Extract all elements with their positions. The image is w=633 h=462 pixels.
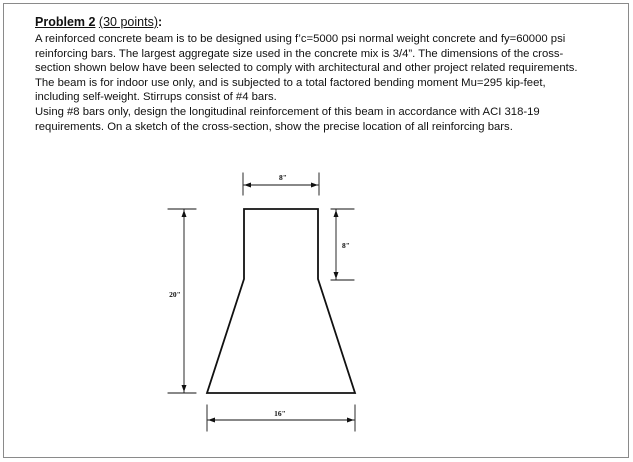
- problem-title: Problem 2: [35, 15, 96, 29]
- top-width-label: 8": [279, 173, 287, 182]
- beam-outline: [207, 209, 355, 393]
- statement-line: The beam is for indoor use only, and is subjected to a total factored bending moment Mu=295 kip-feet,: [35, 76, 546, 89]
- problem-points: (30 points): [98, 15, 158, 29]
- stem-depth-label: 8": [342, 241, 350, 250]
- problem-colon: :: [157, 15, 163, 29]
- statement-line: Using #8 bars only, design the longitudinal reinforcement of this beam in accordance with ACI 318-19: [35, 105, 540, 118]
- total-height-label: 20": [169, 290, 181, 299]
- statement-line: section shown below have been selected to comply with architectural and other project related requirements.: [35, 62, 578, 75]
- statement-line: requirements. On a sketch of the cross-section, show the precise location of all reinforcing bars.: [35, 120, 513, 133]
- statement-line: including self-weight. Stirrups consist of #4 bars.: [35, 91, 277, 104]
- statement-line: A reinforced concrete beam is to be designed using f’c=5000 psi normal weight concrete and fy=60000 psi: [35, 33, 566, 45]
- total-height-dimension: [168, 209, 196, 393]
- bottom-width-label: 16": [274, 409, 286, 418]
- statement-line: reinforcing bars. The largest aggregate size used in the concrete mix is 3/4”. The dimensions of the cross-: [35, 47, 564, 60]
